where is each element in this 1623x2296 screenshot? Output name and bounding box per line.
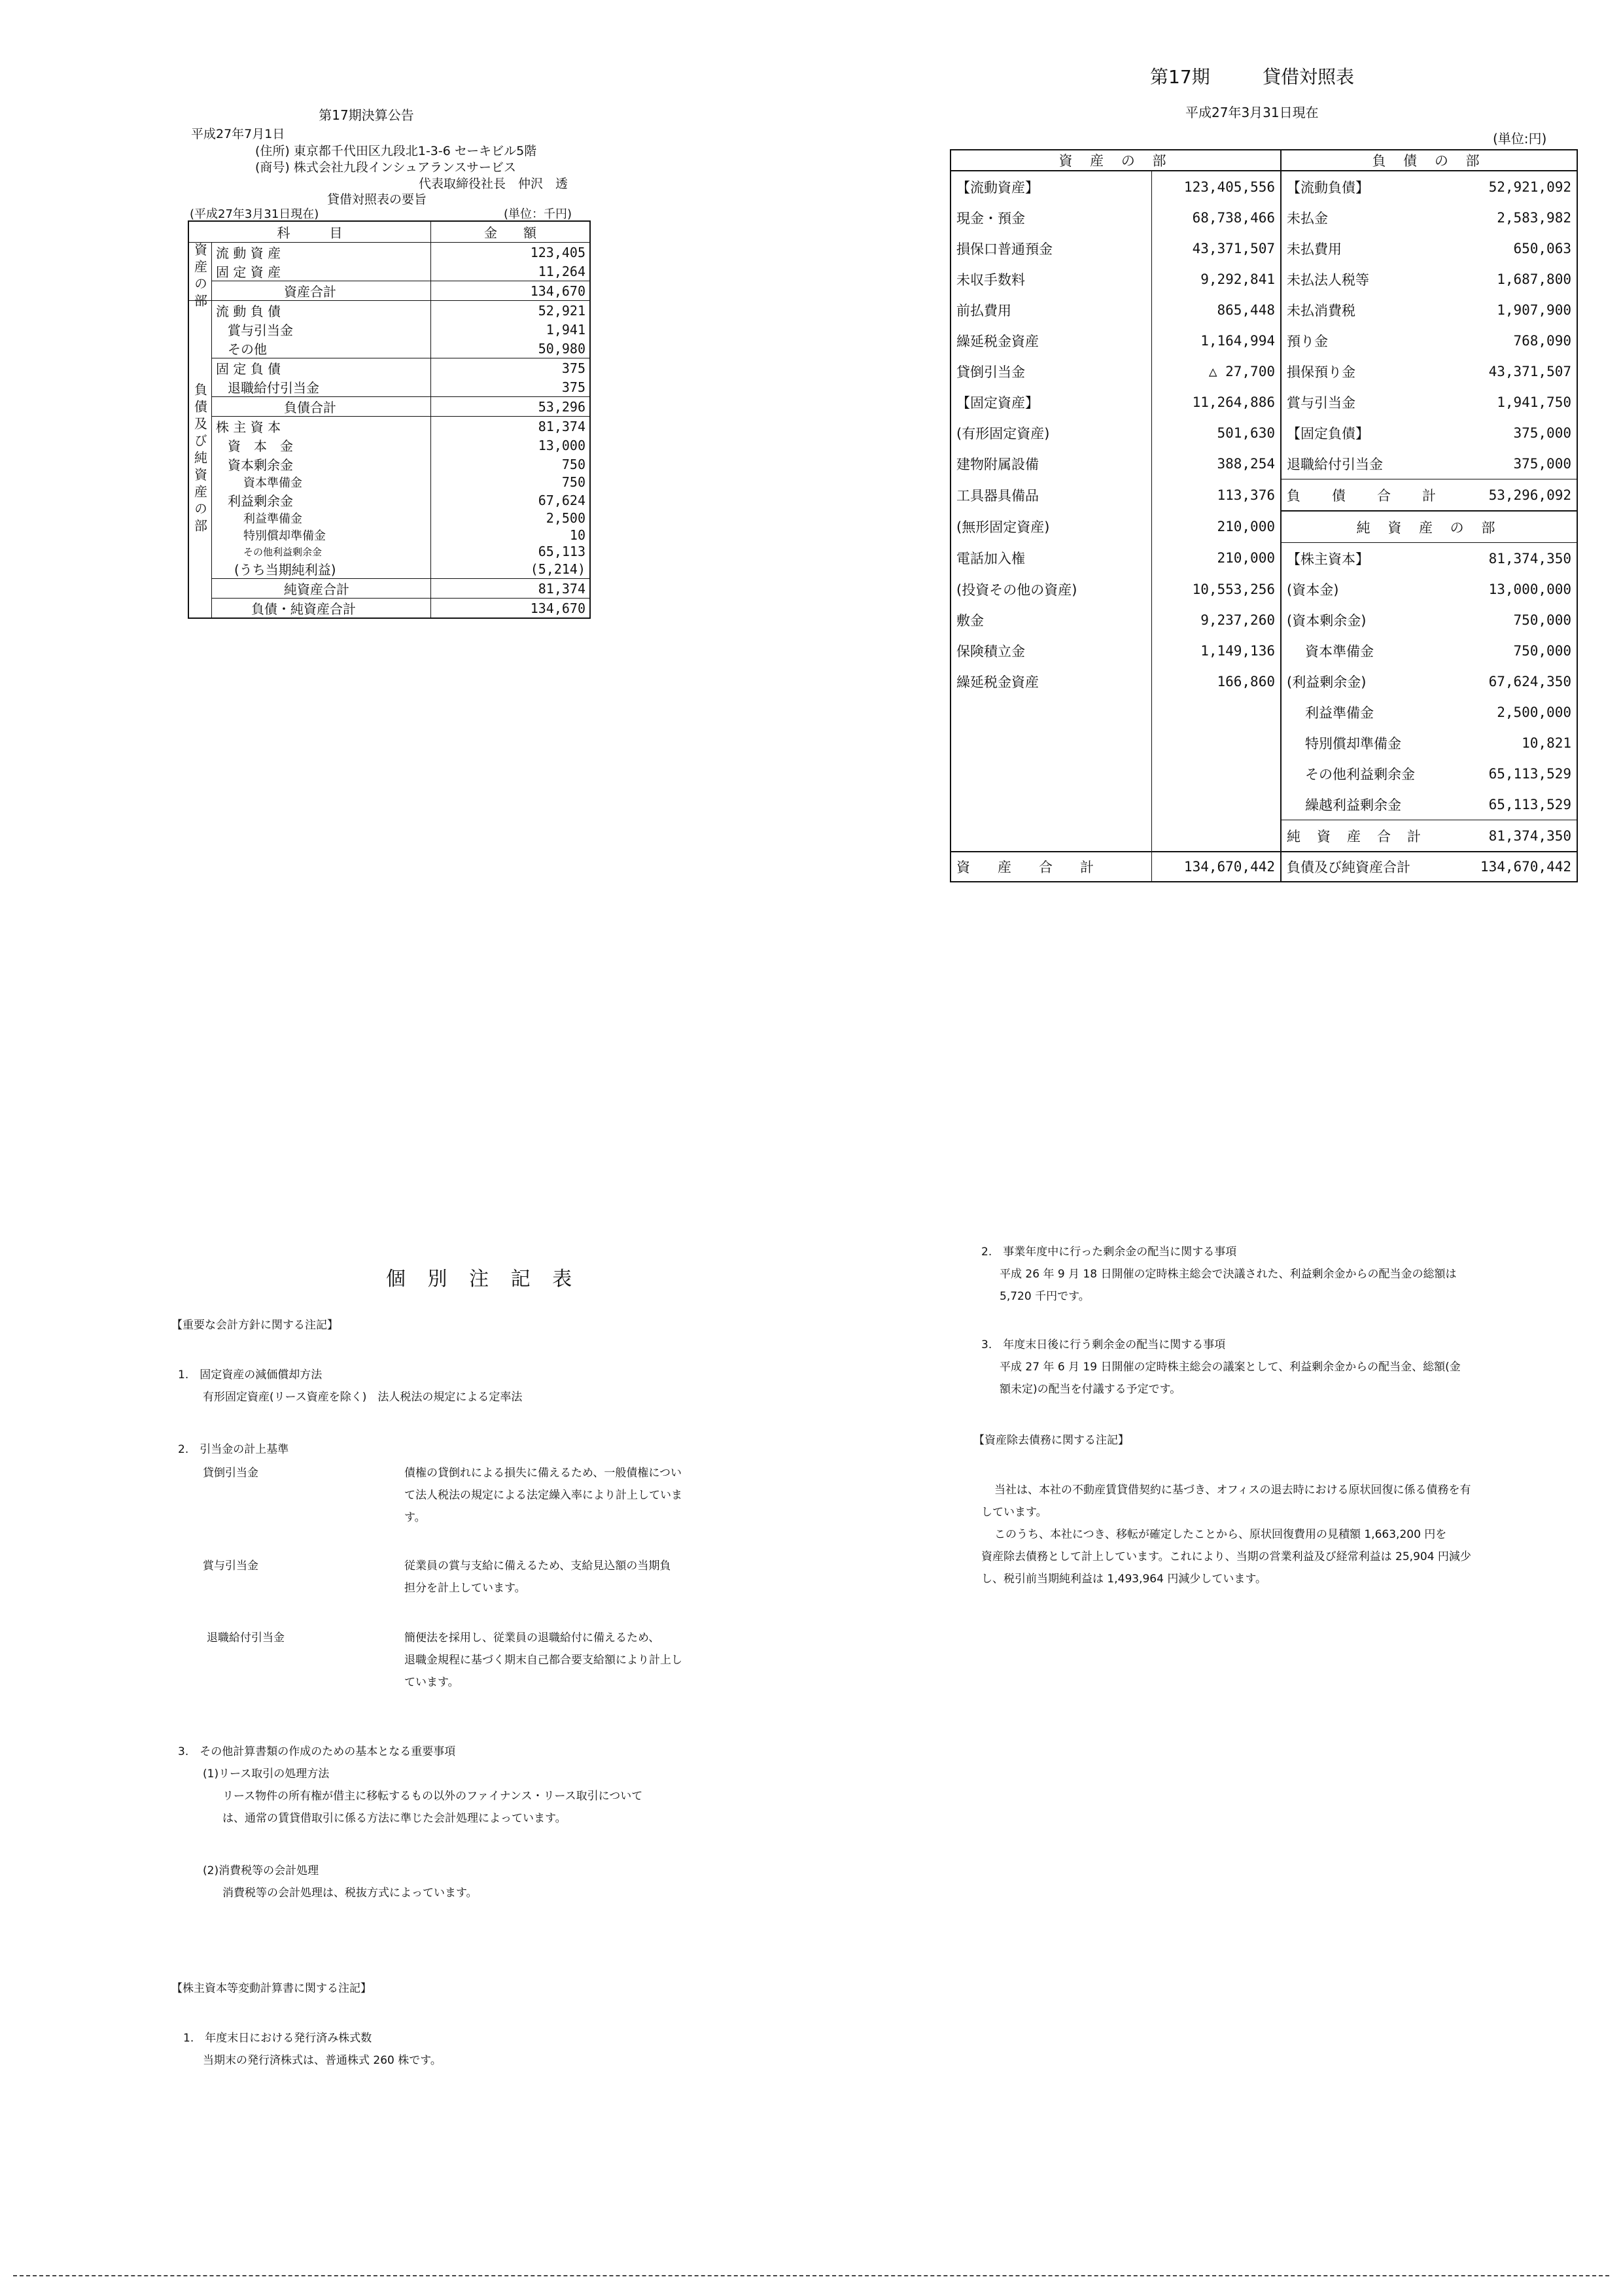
- announcement-address: (住所) 東京都千代田区九段北1-3-6 セーキビル5階: [255, 144, 537, 158]
- summary-side-liab: 負債及び純資産の部: [192, 383, 208, 536]
- bs-asset-label: 現金・預金: [956, 210, 1025, 226]
- bs-asset-label: 電話加入権: [956, 551, 1025, 567]
- bs-asset-label: 未収手数料: [956, 271, 1025, 288]
- summary-row: 固 定 資 産 11,264: [188, 262, 590, 281]
- bs-asset-value: 9,237,260: [1152, 604, 1282, 635]
- bs-liab-label: (利益剰余金): [1281, 666, 1474, 697]
- bs-liab-header: 負 債 の 部: [1281, 150, 1577, 171]
- summary-as-of: (平成27年3月31日現在): [190, 207, 319, 221]
- bs-row: [951, 574, 1577, 604]
- bs-liab-value: 43,371,507: [1488, 363, 1571, 379]
- bs-liab-label: 預り金: [1281, 325, 1474, 356]
- bs-asset-label: 保険積立金: [956, 643, 1025, 659]
- bs-liab-value: 13,000,000: [1488, 581, 1571, 597]
- bs-row: [951, 325, 1577, 356]
- summary-col-item: 科 目: [188, 221, 431, 243]
- bs-grand-total-label: 負債及び純資産合計: [1281, 852, 1474, 882]
- bs-row: [951, 789, 1577, 820]
- bs-liab-value: 1,907,900: [1497, 302, 1571, 318]
- bs-asset-label: 前払費用: [956, 302, 1011, 319]
- bs-asset-value: 501,630: [1152, 417, 1282, 448]
- announcement-company: (商号) 株式会社九段インシュアランスサービス: [255, 160, 517, 175]
- bs-title: 第17期: [1150, 66, 1210, 88]
- bs-row: [951, 479, 1577, 512]
- bs-liab-label: 【固定負債】: [1281, 417, 1474, 448]
- bs-subtotal-value: 53,296,092: [1474, 479, 1577, 512]
- bs-liab-label: 未払金: [1281, 202, 1474, 233]
- notes-section-accounting-policy: 【重要な会計方針に関する注記】: [171, 1319, 338, 1332]
- bs-title-2: 貸借対照表: [1263, 66, 1355, 88]
- balance-sheet-table: [950, 149, 1578, 882]
- bs-liab-value: 65,113,529: [1488, 765, 1571, 782]
- bs-liab-label: (資本金): [1281, 574, 1474, 604]
- bs-row: [951, 417, 1577, 448]
- bs-liab-label: 未払法人税等: [1281, 264, 1474, 294]
- bs-assets-total-label: 資 産 合 計: [951, 852, 1152, 882]
- bs-liab-value: 750,000: [1513, 642, 1571, 659]
- bs-subtotal-label: 純 資 産 合 計: [1281, 820, 1474, 852]
- bs-unit: (単位:円): [1493, 131, 1547, 147]
- bs-liab-value: 650,063: [1513, 240, 1571, 256]
- bs-asset-value: 166,860: [1152, 666, 1282, 697]
- bs-asset-label: 繰延税金資産: [956, 333, 1039, 349]
- bs-asset-label: (有形固定資産): [956, 425, 1050, 442]
- bs-asset-value: △ 27,700: [1152, 356, 1282, 387]
- bs-asset-value: 865,448: [1152, 294, 1282, 325]
- announcement-date: 平成27年7月1日: [191, 127, 285, 141]
- bs-row: [951, 294, 1577, 325]
- summary-title: 貸借対照表の要旨: [327, 192, 427, 207]
- bs-liab-label: 【流動負債】: [1281, 171, 1474, 202]
- bs-row: [951, 356, 1577, 387]
- bs-asset-label: 繰延税金資産: [956, 674, 1039, 690]
- bs-liab-value: 52,921,092: [1488, 179, 1571, 195]
- bs-liab-value: 67,624,350: [1488, 673, 1571, 689]
- bs-liab-label: 利益準備金: [1281, 697, 1474, 727]
- bs-asset-label: 【固定資産】: [956, 394, 1039, 411]
- bs-asset-value: 123,405,556: [1152, 171, 1282, 202]
- bs-row: [951, 264, 1577, 294]
- bs-asset-value: 11,264,886: [1152, 387, 1282, 417]
- bs-liab-label: 損保預り金: [1281, 356, 1474, 387]
- bs-row: [951, 727, 1577, 758]
- bs-liab-value: 375,000: [1474, 448, 1577, 479]
- announcement-representative: 代表取締役社長 仲沢 透: [419, 177, 568, 191]
- bs-liab-label: 未払消費税: [1281, 294, 1474, 325]
- bs-asset-value: 388,254: [1152, 448, 1282, 479]
- bs-asset-label: 敷金: [956, 612, 984, 629]
- bs-liab-label: 退職給付引当金: [1281, 448, 1474, 479]
- bs-asset-label: 【流動資産】: [956, 179, 1039, 196]
- bs-liab-value: 2,583,982: [1497, 209, 1571, 226]
- bs-row: [951, 511, 1577, 543]
- bs-row: [951, 448, 1577, 479]
- bs-as-of: 平成27年3月31日現在: [1185, 105, 1319, 120]
- bs-row: [951, 202, 1577, 233]
- bs-asset-label: (投資その他の資産): [956, 582, 1077, 598]
- bs-liab-value: 81,374,350: [1488, 550, 1571, 566]
- summary-side-assets: 資産の部: [188, 243, 212, 301]
- bs-liab-value: 2,500,000: [1497, 704, 1571, 720]
- bs-liab-label: 特別償却準備金: [1281, 727, 1474, 758]
- bs-asset-label: (無形固定資産): [956, 519, 1050, 536]
- scan-edge-line: [13, 2275, 1609, 2276]
- bs-row: [951, 697, 1577, 727]
- bs-liab-label: その他利益剰余金: [1281, 758, 1474, 789]
- bs-asset-value: 9,292,841: [1152, 264, 1282, 294]
- bs-row: [951, 635, 1577, 666]
- bs-asset-label: 工具器具備品: [956, 487, 1039, 504]
- summary-table: 科 目 金 額 資産の部 流 動 資 産 123,405 固 定 資 産 11,264 資産合計 134,670 負債及び純資産の部 流 動 負 債 52,921 賞与引当金 1,941 その他 50,980 固 定 負 債 375 退職給付引当金 375 負債合計 53,296 株 主 資 本 81,374 資 本 金 13,000 資本剰余金 750 資本準備金 750 利益剰余金 67,624 利益準備金 2,500 特別償却準備金 10 その他利益剰余金 65,113 (うち当期純利益) (5,214) 純資産合計 81,374 負債・純資産合計 134,670: [188, 220, 591, 619]
- bs-asset-value: 10,553,256: [1152, 574, 1282, 604]
- bs-liab-label: 賞与引当金: [1281, 387, 1474, 417]
- bs-liab-value: 65,113,529: [1474, 789, 1577, 820]
- bs-liab-value: 768,090: [1513, 332, 1571, 349]
- bs-asset-value: 210,000: [1152, 511, 1282, 543]
- bs-liab-value: 1,687,800: [1497, 271, 1571, 287]
- summary-row: 負債及び純資産の部 流 動 負 債 52,921: [188, 301, 590, 321]
- summary-row: 資産の部 流 動 資 産 123,405: [188, 243, 590, 262]
- bs-grand-total-value: 134,670,442: [1474, 852, 1577, 882]
- bs-row: [951, 604, 1577, 635]
- bs-row: [951, 171, 1577, 202]
- announcement-title: 第17期決算公告: [319, 107, 414, 123]
- bs-liab-label: 繰越利益剰余金: [1281, 789, 1474, 820]
- bs-asset-label: 建物附属設備: [956, 456, 1039, 472]
- summary-row: 資産合計 134,670: [188, 281, 590, 301]
- bs-subtotal-value: 81,374,350: [1474, 820, 1577, 852]
- bs-liab-label: 【株主資本】: [1281, 543, 1474, 574]
- bs-row: [951, 666, 1577, 697]
- summary-col-amount: 金 額: [431, 221, 591, 243]
- bs-asset-value: 1,164,994: [1152, 325, 1282, 356]
- bs-row: [951, 820, 1577, 852]
- bs-asset-label: 貸倒引当金: [956, 364, 1025, 380]
- bs-liab-value: 375,000: [1513, 425, 1571, 441]
- bs-liab-value: 750,000: [1513, 612, 1571, 628]
- bs-assets-total-value: 134,670,442: [1152, 852, 1282, 882]
- bs-asset-value: 113,376: [1152, 479, 1282, 512]
- bs-row: [951, 387, 1577, 417]
- bs-liab-value: 1,941,750: [1497, 394, 1571, 410]
- notes-title: 個 別 注 記 表: [386, 1268, 580, 1291]
- bs-row: [951, 233, 1577, 264]
- notes-section-equity-changes: 【株主資本等変動計算書に関する注記】: [171, 1982, 372, 1995]
- bs-liab-label: 資本準備金: [1281, 635, 1474, 666]
- bs-asset-value: 43,371,507: [1152, 233, 1282, 264]
- summary-unit: (単位：千円): [504, 207, 572, 221]
- bs-liab-label: 未払費用: [1281, 233, 1474, 264]
- bs-asset-label: 損保口普通預金: [956, 241, 1053, 257]
- bs-subtotal-label: 負 債 合 計: [1281, 479, 1474, 512]
- bs-assets-header: 資 産 の 部: [951, 150, 1281, 171]
- bs-liab-label: (資本剰余金): [1281, 604, 1474, 635]
- bs-asset-value: 68,738,466: [1152, 202, 1282, 233]
- bs-net-header: 純 資 産 の 部: [1281, 511, 1577, 543]
- bs-asset-value: 1,149,136: [1152, 635, 1282, 666]
- bs-row: [951, 758, 1577, 789]
- bs-asset-value: 210,000: [1152, 543, 1282, 574]
- bs-liab-value: 10,821: [1522, 735, 1571, 751]
- notes-section-aro: 【資産除去債務に関する注記】: [973, 1434, 1129, 1447]
- bs-row: [951, 543, 1577, 574]
- bs-total-row: [951, 852, 1577, 882]
